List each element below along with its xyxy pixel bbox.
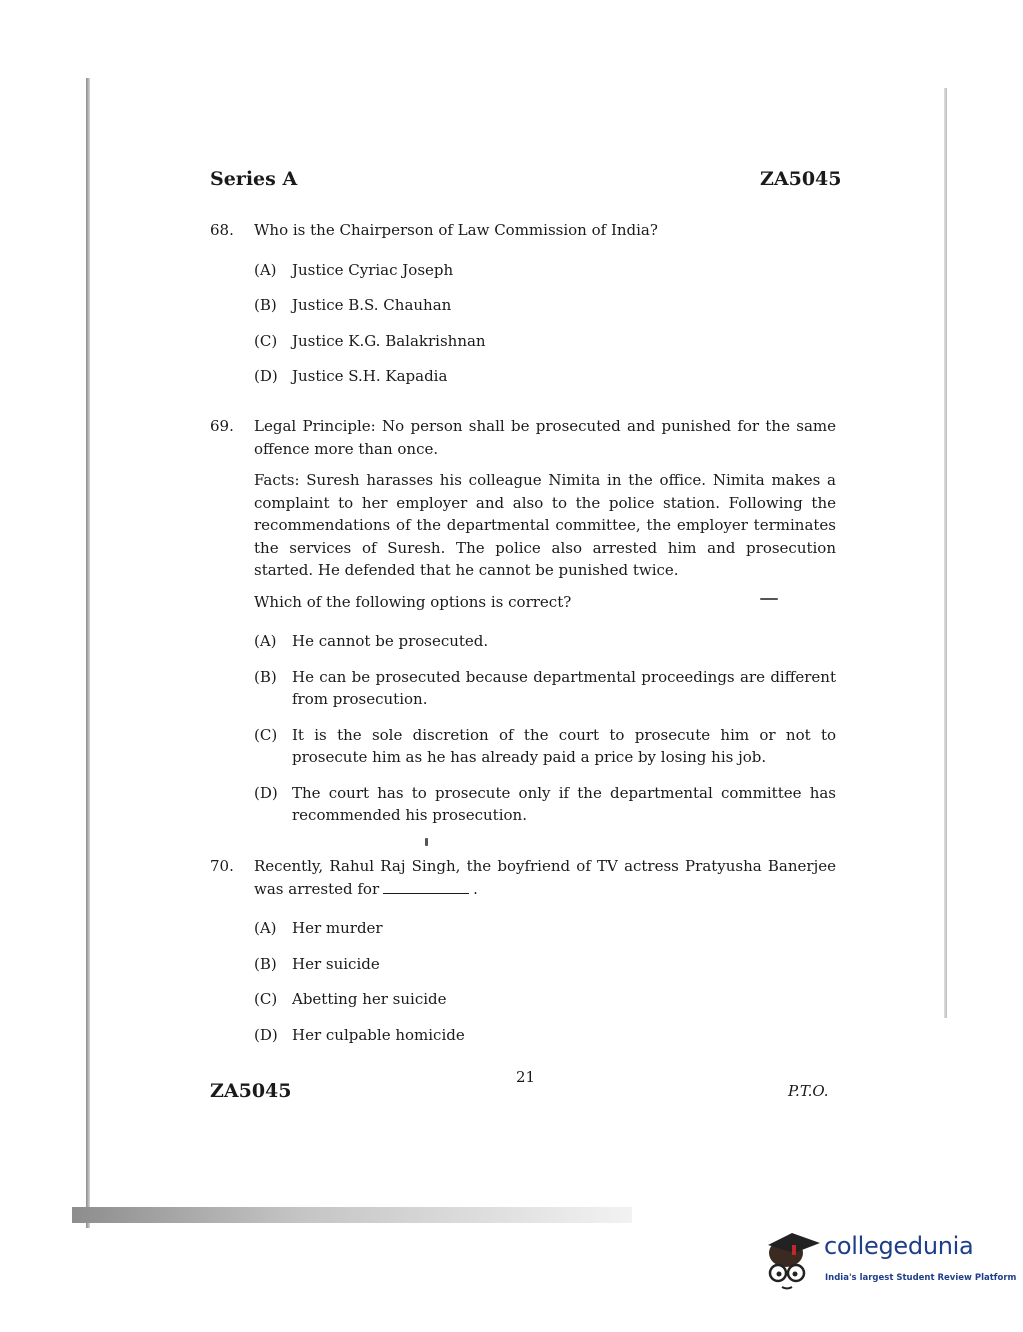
option-letter: (C): [254, 990, 278, 1008]
footer-paper-code: ZA5045: [210, 1080, 292, 1102]
scan-bottom-bar: [72, 1207, 632, 1223]
option-letter: (B): [254, 296, 277, 314]
option-text: He cannot be prosecuted.: [292, 632, 489, 650]
paper-code: ZA5045: [760, 168, 842, 190]
option-a[interactable]: [254, 917, 836, 940]
question-70: [210, 855, 836, 1046]
option-text: Her suicide: [292, 954, 380, 973]
question-number: 69.: [210, 417, 234, 435]
question-prompt: Which of the following options is correct?: [254, 592, 572, 611]
option-text: Her murder: [292, 919, 383, 937]
option-text: Her culpable homicide: [292, 1025, 465, 1044]
question-number: 68.: [210, 221, 234, 239]
option-letter: (D): [254, 367, 278, 385]
pto-label: P.T.O.: [788, 1082, 829, 1100]
option-letter: (A): [254, 919, 277, 937]
question-68: [210, 219, 836, 388]
option-d[interactable]: [254, 365, 836, 388]
option-letter: (D): [254, 1025, 278, 1044]
option-letter: (B): [254, 667, 277, 686]
option-letter: (C): [254, 331, 278, 350]
option-c[interactable]: [254, 988, 836, 1011]
answer-blank: [383, 879, 469, 894]
option-letter: (C): [254, 725, 278, 744]
option-text: Abetting her suicide: [292, 990, 447, 1008]
option-letter: (A): [254, 260, 277, 279]
question-69: [210, 415, 836, 827]
legal-principle: Legal Principle: No person shall be prosecuted and punished for the same offence more than once.: [254, 417, 836, 458]
option-a[interactable]: [254, 259, 836, 282]
question-number: 70.: [210, 857, 234, 875]
option-c[interactable]: [254, 330, 836, 353]
option-letter: (B): [254, 954, 277, 973]
option-b[interactable]: [254, 953, 836, 976]
stem-end: .: [473, 879, 478, 898]
option-text: The court has to prosecute only if the departmental committee has recommended his prosecution.: [292, 783, 836, 824]
option-text: Justice K.G. Balakrishnan: [292, 331, 486, 350]
brand-tagline: India's largest Student Review Platform: [825, 1273, 1017, 1283]
option-text: Justice Cyriac Joseph: [292, 260, 454, 279]
graduate-mascot-icon: [764, 1227, 824, 1293]
option-b[interactable]: [254, 666, 836, 711]
option-letter: (A): [254, 632, 277, 650]
option-text: Justice B.S. Chauhan: [292, 296, 452, 314]
option-d[interactable]: [254, 1024, 836, 1047]
page-number: 21: [516, 1068, 536, 1086]
option-text: He can be prosecuted because departmental proceedings are different from prosecution.: [292, 667, 836, 708]
collegedunia-logo[interactable]: [764, 1227, 1017, 1293]
option-text: It is the sole discretion of the court to prosecute him or not to prosecute him as he has already paid a price by losing his job.: [292, 725, 836, 766]
scan-edge-left: [86, 78, 90, 1228]
question-text: [254, 855, 836, 900]
option-d[interactable]: [254, 782, 836, 827]
option-text: Justice S.H. Kapadia: [292, 367, 448, 385]
option-c[interactable]: [254, 724, 836, 769]
option-a[interactable]: [254, 630, 836, 653]
facts-paragraph: Facts: Suresh harasses his colleague Nimita in the office. Nimita makes a complaint to her employer and also to the police station. Following the recommendations of the departmental committee, the employer terminates the services of Suresh. The police also arrested him and prosecution started. He defended that he cannot be punished twice.: [254, 471, 836, 579]
question-text: Who is the Chairperson of Law Commission of India?: [254, 221, 658, 239]
brand-name: collegedunia: [824, 1232, 974, 1260]
option-b[interactable]: [254, 294, 836, 317]
question-stem: Recently, Rahul Raj Singh, the boyfriend of TV actress Pratyusha Banerjee was arrested for: [254, 857, 836, 898]
scan-edge-right: [944, 88, 947, 1018]
option-letter: (D): [254, 783, 278, 802]
series-label: Series A: [210, 168, 298, 190]
scan-speck: [425, 838, 428, 846]
